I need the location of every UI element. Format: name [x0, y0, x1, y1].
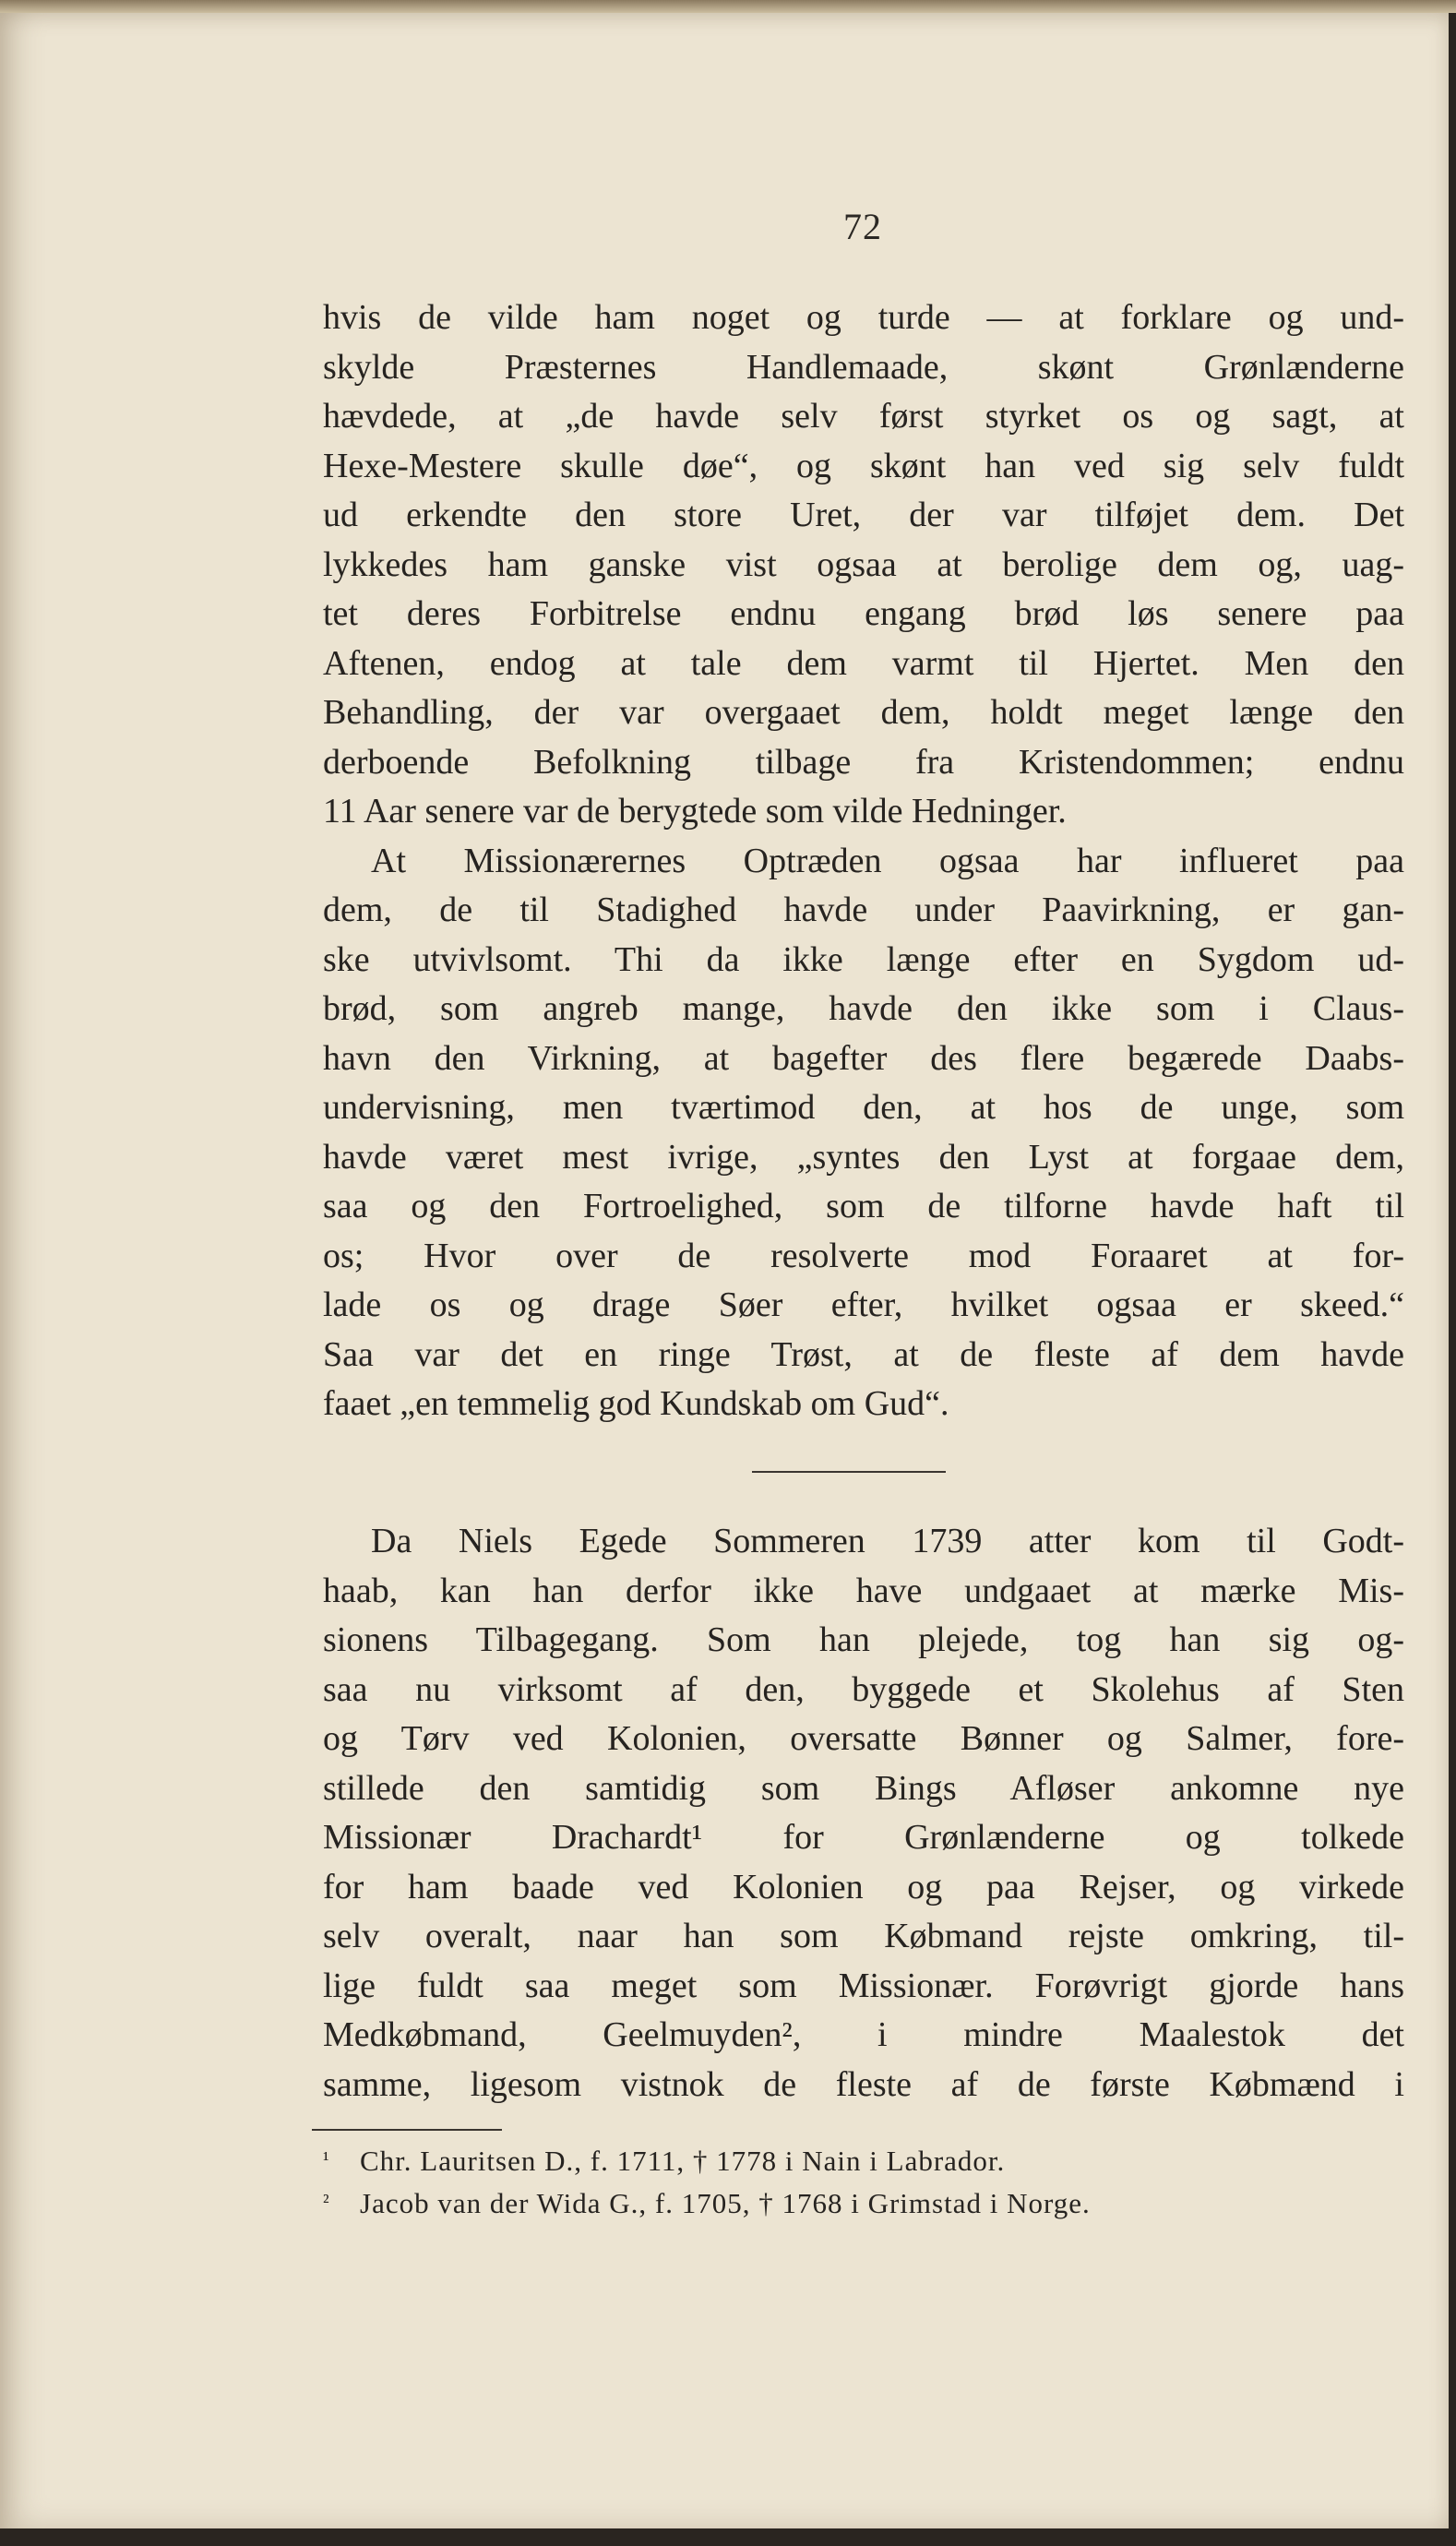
text-line: dem, de til Stadighed havde under Paavirkning, er gan- [323, 891, 1404, 929]
text-line: lade os og drage Søer efter, hvilket ogsaa er skeed.“ [323, 1285, 1404, 1324]
text-line: haab, kan han derfor ikke have undgaaet at mærke Mis- [323, 1571, 1404, 1610]
text-line: os; Hvor over de resolverte mod Foraaret at for- [323, 1236, 1404, 1275]
footnote-text: Chr. Lauritsen D., f. 1711, † 1778 i Nain i Labrador. [360, 2145, 1006, 2177]
paragraph-1 [323, 293, 1404, 837]
footnote-mark: ² [323, 2190, 330, 2213]
text-line: Saa var det en ringe Trøst, at de fleste af dem havde [323, 1334, 1404, 1374]
text-line: stillede den samtidig som Bings Afløser ankomne nye [323, 1768, 1404, 1808]
page-number: 72 [843, 206, 882, 247]
text-line: for ham baade ved Kolonien og paa Rejser, og virkede [323, 1867, 1404, 1907]
footnote-rule [312, 2129, 502, 2131]
text-line: havn den Virkning, at bagefter des flere begærede Daabs- [323, 1038, 1404, 1078]
text-line: og Tørv ved Kolonien, oversatte Bønner og Salmer, fore- [323, 1719, 1404, 1758]
text-line: selv overalt, naar han som Købmand rejste omkring, til- [323, 1917, 1404, 1955]
text-line: ske utvivlsomt. Thi da ikke længe efter en Sygdom ud- [323, 939, 1404, 979]
footnote-2 [323, 2181, 1404, 2224]
text-line: Hexe-Mestere skulle døe“, og skønt han ved sig selv fuldt [323, 446, 1404, 485]
text-line: tet deres Forbitrelse endnu engang brød løs senere paa [323, 594, 1404, 633]
text-line: faaet „en temmelig god Kundskab om Gud“. [323, 1384, 949, 1423]
text-line: ud erkendte den store Uret, der var tilføjet dem. Det [323, 496, 1404, 534]
text-line: brød, som angreb mange, havde den ikke som i Claus- [323, 989, 1404, 1028]
text-line: saa og den Fortroelighed, som de tilforne havde haft til [323, 1187, 1404, 1225]
text-line: havde været mest ivrige, „syntes den Lyst at forgaae dem, [323, 1137, 1404, 1177]
text-line: lige fuldt saa meget som Missionær. Forøvrigt gjorde hans [323, 1966, 1404, 2005]
footnote-text: Jacob van der Wida G., f. 1705, † 1768 i Grimstad i Norge. [360, 2187, 1091, 2219]
text-line: hvis de vilde ham noget og turde — at forklare og und- [323, 298, 1404, 337]
footnotes [323, 2139, 1404, 2224]
text-line: derboende Befolkning tilbage fra Kristendommen; endnu [323, 742, 1404, 782]
text-line: Behandling, der var overgaaet dem, holdt meget længe den [323, 693, 1404, 732]
page-top-edge [0, 0, 1456, 13]
lower-text [323, 1517, 1404, 2110]
text-line: Missionær Drachardt¹ for Grønlænderne og tolkede [323, 1818, 1404, 1857]
text-line: Aftenen, endog at tale dem varmt til Hjertet. Men den [323, 643, 1404, 683]
text-line: lykkedes ham ganske vist ogsaa at berolige dem og, uag- [323, 544, 1404, 584]
text-line: saa nu virksomt af den, byggede et Skolehus af Sten [323, 1669, 1404, 1709]
section-divider [752, 1471, 946, 1473]
text-line: Da Niels Egede Sommeren 1739 atter kom til Godt- [371, 1522, 1404, 1560]
text-line: Medkøbmand, Geelmuyden², i mindre Maalestok det [323, 2015, 1404, 2054]
text-line: At Missionærernes Optræden ogsaa har influeret paa [371, 841, 1404, 880]
footnote-mark: ¹ [323, 2147, 330, 2170]
text-line: hævdede, at „de havde selv først styrket os og sagt, at [323, 397, 1404, 436]
text-line: 11 Aar senere var de berygtede som vilde Hedninger. [323, 792, 1067, 831]
text-line: undervisning, men tværtimod den, at hos de unge, som [323, 1088, 1404, 1127]
footnote-1 [323, 2139, 1404, 2181]
paragraph-2 [323, 837, 1404, 1429]
upper-text [323, 293, 1404, 1429]
text-line: skylde Præsternes Handlemaade, skønt Grønlænderne [323, 347, 1404, 387]
paragraph-3 [323, 1517, 1404, 2110]
text-line: samme, ligesom vistnok de fleste af de første Købmænd i [323, 2064, 1404, 2104]
text-line: sionens Tilbagegang. Som han plejede, tog han sig og- [323, 1620, 1404, 1659]
